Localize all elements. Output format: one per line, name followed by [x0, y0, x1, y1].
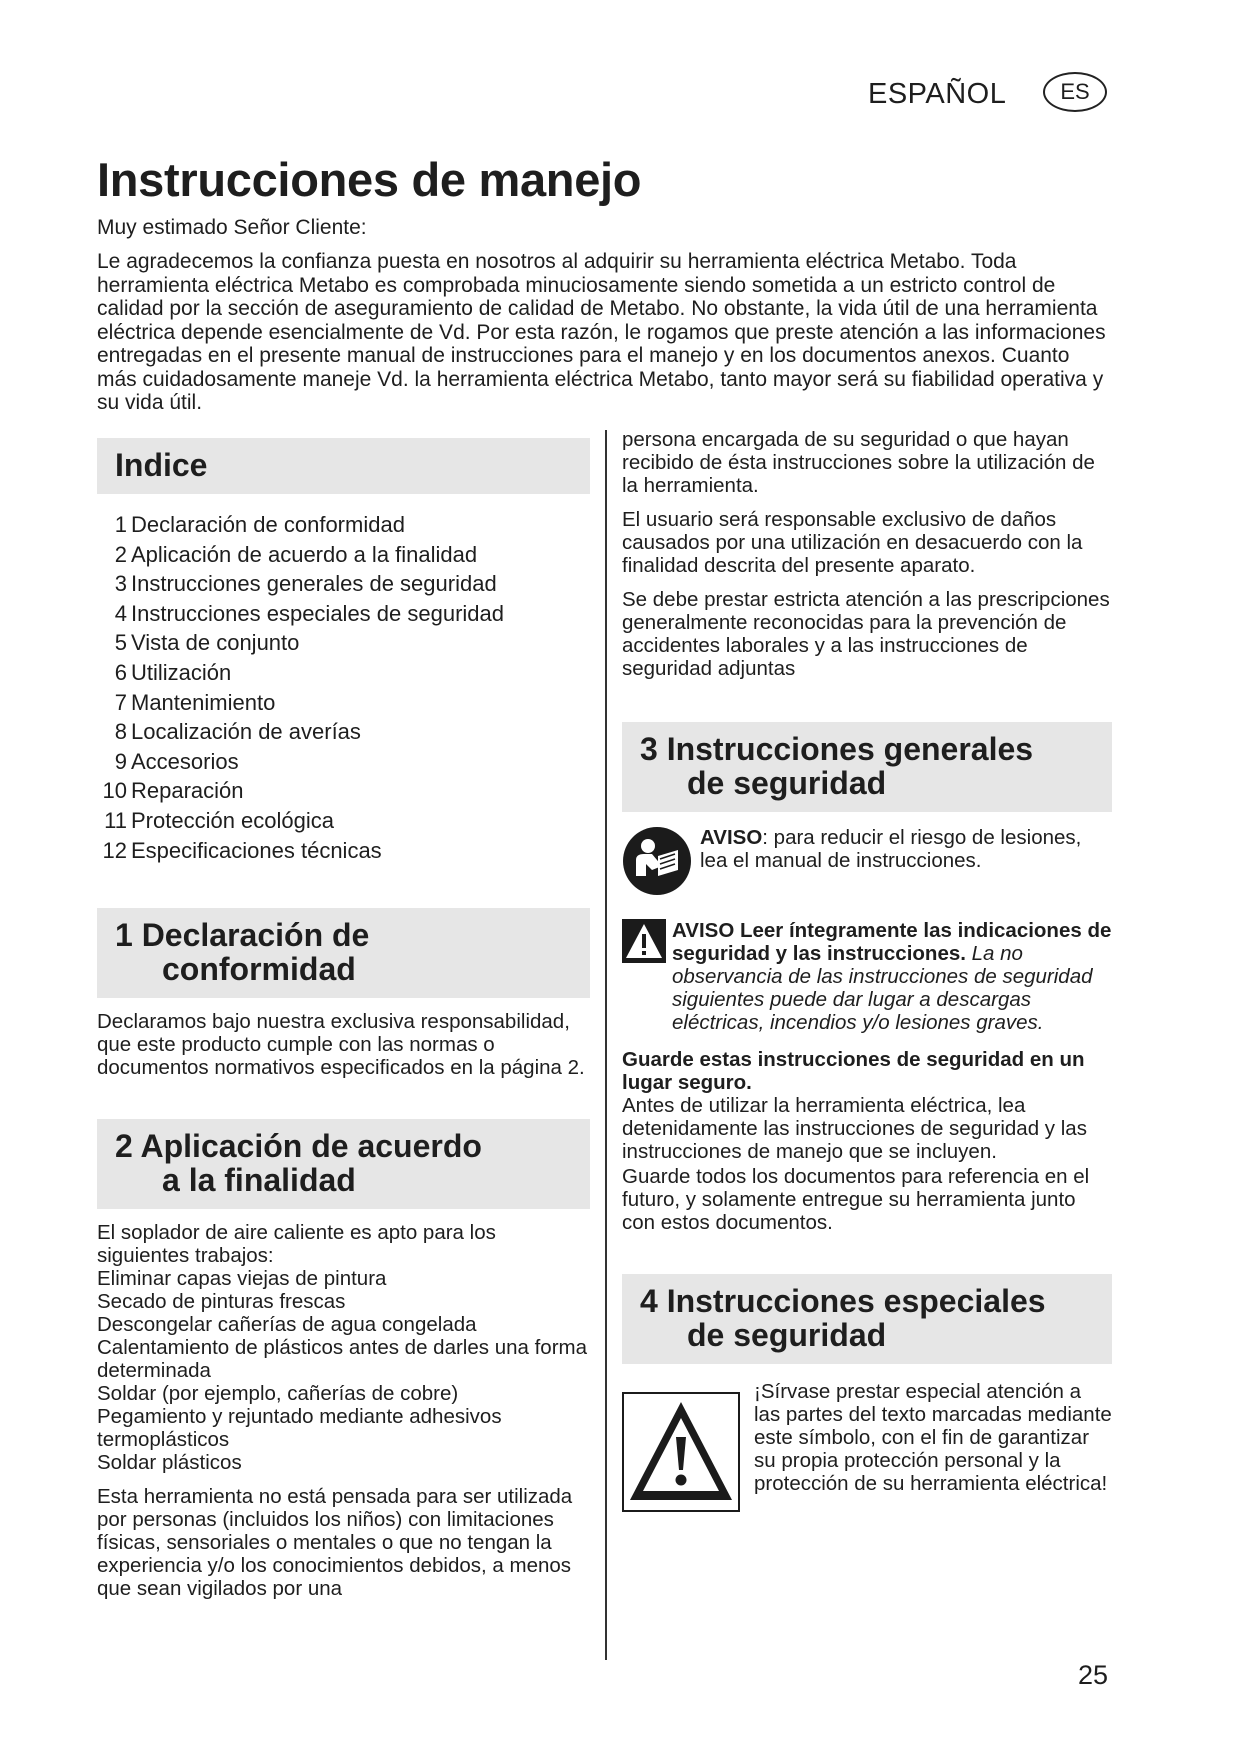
section-3-heading-line1: 3 Instrucciones generales: [640, 731, 1034, 767]
keep-instructions-text: Antes de utilizar la herramienta eléctrica, lea detenidamente las instrucciones de seguridad y las instrucciones de manejo que se incluyen.: [622, 1094, 1087, 1163]
aviso-label: AVISO: [700, 826, 763, 849]
section-2-intro: El soplador de aire caliente es apto para los siguientes trabajos:: [97, 1221, 496, 1268]
use-item: Pegamiento y rejuntado mediante adhesivos termoplásticos: [97, 1405, 502, 1452]
section-2-heading: [97, 1119, 590, 1209]
read-manual-icon: [622, 826, 692, 901]
section-2-heading-line2: a la finalidad: [162, 1162, 356, 1199]
toc-item-label: Vista de conjunto: [131, 630, 300, 656]
toc-item-label: Protección ecológica: [131, 807, 335, 833]
toc-item-number: 1: [114, 512, 127, 537]
use-item: Calentamiento de plásticos antes de darles una forma determinada: [97, 1336, 588, 1383]
toc-item-label: Mantenimiento: [131, 689, 276, 715]
section-4-heading-line2: de seguridad: [687, 1317, 887, 1353]
toc-item-label: Instrucciones especiales de seguridad: [131, 600, 505, 626]
toc-item-number: 9: [114, 748, 127, 774]
user-responsibility-text: El usuario será responsable exclusivo de daños causados por una utilización en desacuerdo con la finalidad descrita del presente aparato.: [622, 508, 1083, 577]
toc-item-label: Declaración de conformidad: [131, 512, 405, 537]
left-column: [97, 438, 590, 1611]
aviso-instructions-bold: AVISO Leer íntegramente las indicaciones de seguridad y las instrucciones.: [672, 919, 1112, 965]
toc-item-number: 7: [114, 689, 127, 715]
toc-item: [97, 628, 590, 658]
section-3-heading: [622, 722, 1112, 812]
special-warning-text: ¡Sírvase prestar especial atención a las partes del texto marcadas mediante este símbolo, con el fin de garantizar su propia protección personal y la protección de su herramienta eléctrica!: [754, 1380, 1112, 1495]
intro-paragraph: Le agradecemos la confianza puesta en nosotros al adquirir su herramienta eléctrica Metabo. Toda herramienta eléctrica Metabo es comprobada minuciosamente siendo sometida a un estricto control de calidad por la sección de aseguramiento de calidad de Metabo. No obstante, la vida útil de una herramienta eléctrica depende esencialmente de Vd. Por esta razón, le rogamos que preste atención a las informaciones entregadas en el presente manual de instrucciones para el manejo y en los documentos anexos. Cuanto más cuidadosamente maneje Vd. la herramienta eléctrica Metabo, tanto mayor será su fiabilidad operativa y su vida útil.: [97, 250, 1106, 414]
index-heading-text: Indice: [115, 447, 208, 483]
toc-item-number: 12: [102, 837, 127, 863]
aviso-read-manual: [622, 826, 1112, 901]
section-2-heading-line1: 2 Aplicación de acuerdo: [115, 1128, 482, 1165]
aviso-instructions-italic: La no observancia de las instrucciones de seguridad siguientes puede dar lugar a descargas eléctricas, incendios y/o lesiones graves.: [672, 942, 1093, 1034]
section-1-heading: [97, 908, 590, 998]
keep-documents-text: Guarde todos los documentos para referencia en el futuro, y solamente entregue su herramienta junto con estos documentos.: [622, 1165, 1090, 1234]
section-1-heading-line2: conformidad: [162, 951, 356, 988]
page-number: 25: [1078, 1660, 1109, 1690]
language-code-badge: ES: [1043, 72, 1107, 112]
toc-item-label: Utilización: [131, 659, 232, 685]
toc-item-number: 2: [114, 541, 127, 567]
right-column: [622, 428, 1112, 1527]
page-title: Instrucciones de manejo: [97, 153, 642, 206]
toc-item: [97, 747, 590, 777]
greeting: Muy estimado Señor Cliente:: [97, 216, 367, 239]
section-3-heading-line2: de seguridad: [687, 765, 887, 801]
toc-item: [97, 569, 590, 599]
column-divider: [605, 430, 607, 1660]
use-item: Soldar plásticos: [97, 1451, 242, 1475]
aviso-description: : para reducir el riesgo de lesiones, lea el manual de instrucciones.: [700, 826, 1082, 872]
index-heading: [97, 438, 590, 494]
section-4-heading: [622, 1274, 1112, 1364]
use-item: Descongelar cañerías de agua congelada: [97, 1313, 477, 1337]
language-label: ESPAÑOL: [868, 78, 1007, 110]
section-2-children-text: Esta herramienta no está pensada para ser utilizada por personas (incluidos los niños) con limitaciones físicas, sensoriales o mentales o que no tengan la experiencia y/o los conocimientos debidos, a menos que sean vigilados por una: [97, 1485, 573, 1601]
special-warning-block: [622, 1380, 1112, 1517]
prescriptions-text: Se debe prestar estricta atención a las prescripciones generalmente reconocidas para la prevención de accidentes laborales y a las instrucciones de seguridad adjuntas: [622, 588, 1110, 680]
toc-item: [97, 776, 590, 806]
keep-instructions-heading: Guarde estas instrucciones de seguridad en un lugar seguro.: [622, 1048, 1085, 1094]
uses-list: [97, 1267, 590, 1474]
toc-item-number: 4: [114, 600, 127, 626]
toc-item: [97, 510, 590, 540]
toc-item-label: Instrucciones generales de seguridad: [131, 571, 497, 597]
warning-small-icon: [622, 919, 666, 968]
toc-item: [97, 836, 590, 866]
table-of-contents: [97, 510, 590, 865]
use-item: Soldar (por ejemplo, cañerías de cobre): [97, 1382, 459, 1406]
toc-item: [97, 658, 590, 688]
toc-item-number: 8: [114, 719, 127, 745]
aviso-read-manual-text: [700, 826, 1112, 872]
toc-item-label: Localización de averías: [131, 719, 361, 745]
toc-item-label: Especificaciones técnicas: [131, 837, 382, 863]
section-1-text: Declaramos bajo nuestra exclusiva responsabilidad, que este producto cumple con las normas o documentos normativos especificados en la página 2.: [97, 1010, 585, 1080]
section-1-heading-line1: 1 Declaración de: [115, 917, 370, 954]
aviso-instructions-text: [672, 919, 1112, 1034]
toc-item: [97, 717, 590, 747]
toc-item: [97, 540, 590, 570]
toc-item-number: 10: [102, 778, 127, 804]
section-4-heading-line1: 4 Instrucciones especiales: [640, 1283, 1046, 1319]
toc-item-label: Aplicación de acuerdo a la finalidad: [131, 541, 478, 567]
toc-item-number: 11: [104, 807, 127, 833]
warning-triangle-icon: [622, 1392, 740, 1517]
toc-item-number: 6: [114, 659, 127, 685]
toc-item: [97, 688, 590, 718]
toc-item: [97, 599, 590, 629]
continued-text: persona encargada de su seguridad o que hayan recibido de ésta instrucciones sobre la utilización de la herramienta.: [622, 428, 1095, 497]
toc-item-number: 3: [114, 571, 127, 597]
use-item: Eliminar capas viejas de pintura: [97, 1267, 387, 1291]
toc-item-label: Accesorios: [131, 748, 239, 774]
toc-item: [97, 806, 590, 836]
toc-item-label: Reparación: [131, 778, 244, 804]
aviso-read-instructions: [622, 919, 1112, 1034]
use-item: Secado de pinturas frescas: [97, 1290, 346, 1314]
toc-item-number: 5: [114, 630, 127, 656]
